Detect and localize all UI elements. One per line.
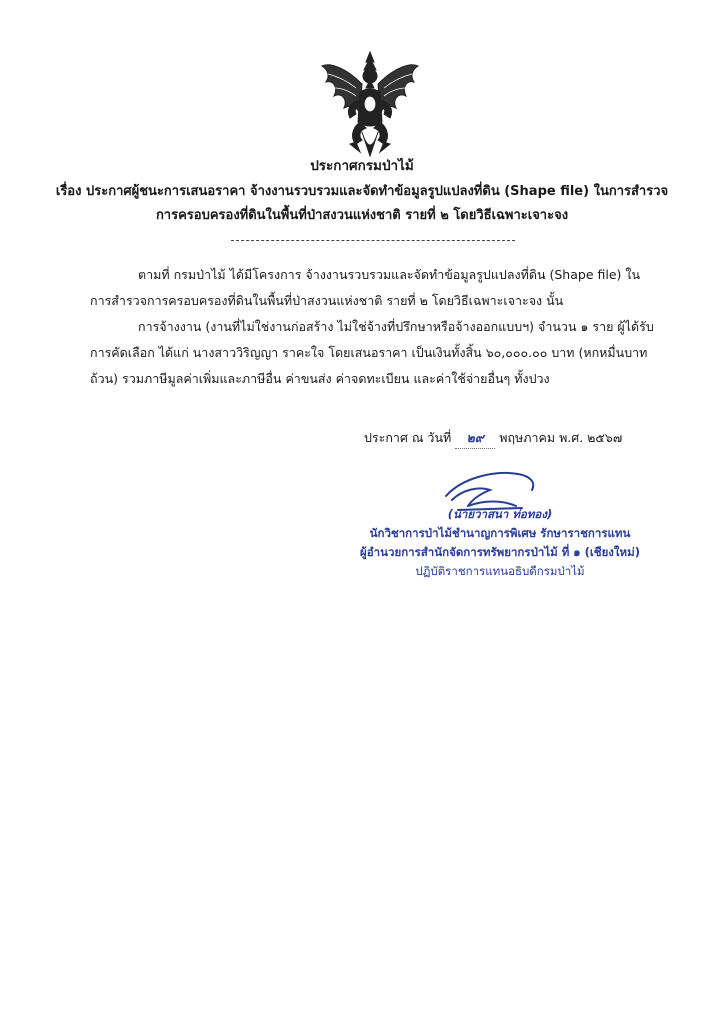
document-title: ประกาศกรมป่าไม้ — [310, 158, 414, 174]
title-divider — [231, 240, 515, 241]
date-day-handwritten: ๒๙ — [455, 428, 495, 449]
signatory-name: (นายวาสนา ท่อทอง) — [447, 507, 553, 521]
paragraph-2-text: การจ้างงาน (งานที่ไม่ใช่งานก่อสร้าง ไม่ใช่จ้างที่ปรึกษาหรือจ้างออกแบบฯ) จำนวน ๑ ราย ผู้ได้รับการคัดเลือก ได้แก่ นางสาววิริญญา ราคะใจ โดยเสนอราคา เป็นเงินทั้งสิ้น ๖๐,๐๐๐.๐๐ บาท (หกหมื่นบาทถ้วน) รวมภาษีมูลค่าเพิ่มและภาษีอื่น ค่าขนส่ง ค่าจดทะเบียน และค่าใช้จ่ายอื่นๆ ทั้งปวง — [90, 319, 654, 386]
signatory-position-1: นักวิชาการป่าไม้ชำนาญการพิเศษ รักษาราชการแทน — [369, 526, 631, 540]
body-paragraph-2 — [90, 314, 660, 392]
subject-line-1: เรื่อง ประกาศผู้ชนะการเสนอราคา จ้างงานรวบรวมและจัดทำข้อมูลรูปแปลงที่ดิน (Shape file) ในการสำรวจ — [55, 184, 669, 199]
garuda-emblem-icon — [316, 48, 424, 160]
announcement-date — [364, 428, 622, 449]
subject-line-2: การครอบครองที่ดินในพื้นที่ป่าสงวนแห่งชาติ รายที่ ๒ โดยวิธีเฉพาะเจาะจง — [155, 208, 569, 223]
document-subject — [0, 180, 724, 228]
paragraph-1-text: ตามที่ กรมป่าไม้ ได้มีโครงการ จ้างงานรวบรวมและจัดทำข้อมูลรูปแปลงที่ดิน (Shape file) ในการสำรวจการครอบครองที่ดินในพื้นที่ป่าสงวนแห่งชาติ รายที่ ๒ โดยวิธีเฉพาะเจาะจง นั้น — [90, 267, 641, 308]
date-prefix: ประกาศ ณ วันที่ — [364, 430, 452, 445]
signatory-position-3: ปฏิบัติราชการแทนอธิบดีกรมป่าไม้ — [415, 564, 585, 578]
date-month-year: พฤษภาคม พ.ศ. ๒๕๖๗ — [499, 430, 623, 445]
signatory-position-2: ผู้อำนวยการสำนักจัดการทรัพยากรป่าไม้ ที่ ๑ (เชียงใหม่) — [360, 545, 640, 559]
body-paragraph-1 — [90, 262, 660, 314]
